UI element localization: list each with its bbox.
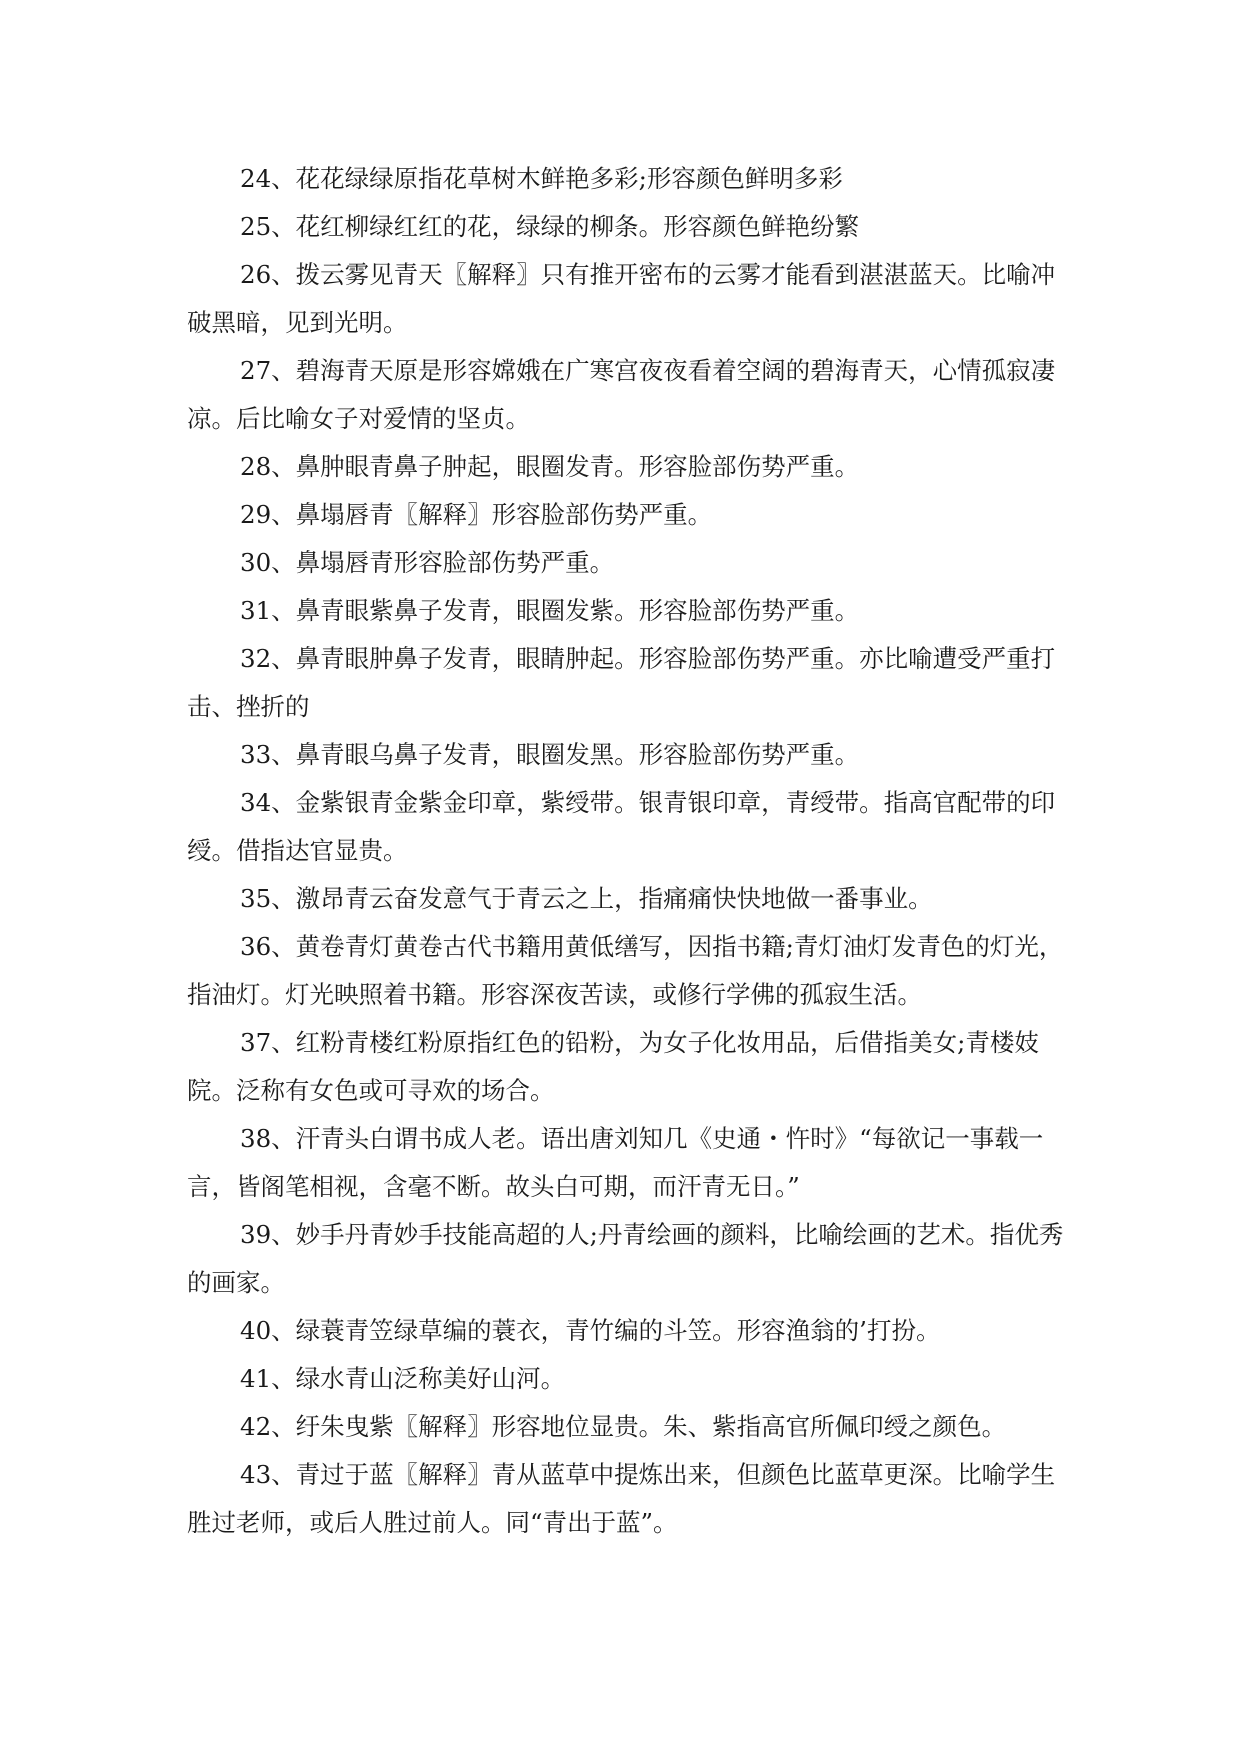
entry-43: 43、青过于蓝〖解释〗青从蓝草中提炼出来，但颜色比蓝草更深。比喻学生胜过老师，或后人胜过前人。同“青出于蓝”。 <box>187 1460 1056 1537</box>
entry-31: 31、鼻青眼紫鼻子发青，眼圈发紫。形容脸部伤势严重。 <box>240 596 860 625</box>
entry-38: 38、汗青头白谓书成人老。语出唐刘知几《史通・忤时》“每欲记一事载一言，皆阁笔相视，含毫不断。故头白可期，而汗青无日。” <box>187 1124 1044 1201</box>
entry-37: 37、红粉青楼红粉原指红色的铅粉，为女子化妆用品，后借指美女;青楼妓院。泛称有女色或可寻欢的场合。 <box>187 1028 1039 1105</box>
entry-30: 30、鼻塌唇青形容脸部伤势严重。 <box>240 548 615 577</box>
entry-34: 34、金紫银青金紫金印章，紫绶带。银青银印章，青绶带。指高官配带的印绶。借指达官显贵。 <box>187 788 1056 865</box>
entry-36: 36、黄卷青灯黄卷古代书籍用黄低缮写，因指书籍;青灯油灯发青色的灯光，指油灯。灯光映照着书籍。形容深夜苦读，或修行学佛的孤寂生活。 <box>187 932 1064 1009</box>
entry-39: 39、妙手丹青妙手技能高超的人;丹青绘画的颜料，比喻绘画的艺术。指优秀的画家。 <box>187 1220 1064 1297</box>
entry-27: 27、碧海青天原是形容嫦娥在广寒宫夜夜看着空阔的碧海青天，心情孤寂凄凉。后比喻女子对爱情的坚贞。 <box>187 356 1056 433</box>
document-body <box>187 155 1067 1547</box>
entry-33: 33、鼻青眼乌鼻子发青，眼圈发黑。形容脸部伤势严重。 <box>240 740 860 769</box>
entry-40: 40、绿蓑青笠绿草编的蓑衣，青竹编的斗笠。形容渔翁的’打扮。 <box>240 1316 941 1345</box>
entry-35: 35、激昂青云奋发意气于青云之上，指痛痛快快地做一番事业。 <box>240 884 933 913</box>
entry-29: 29、鼻塌唇青〖解释〗形容脸部伤势严重。 <box>240 500 713 529</box>
entry-42: 42、纡朱曳紫〖解释〗形容地位显贵。朱、紫指高官所佩印绶之颜色。 <box>240 1412 1007 1441</box>
entry-24: 24、花花绿绿原指花草树木鲜艳多彩;形容颜色鲜明多彩 <box>240 164 843 193</box>
entry-25: 25、花红柳绿红红的花，绿绿的柳条。形容颜色鲜艳纷繁 <box>240 212 860 241</box>
entry-26: 26、拨云雾见青天〖解释〗只有推开密布的云雾才能看到湛湛蓝天。比喻冲破黑暗，见到光明。 <box>187 260 1056 337</box>
entry-41: 41、绿水青山泛称美好山河。 <box>240 1364 566 1393</box>
entry-32: 32、鼻青眼肿鼻子发青，眼睛肿起。形容脸部伤势严重。亦比喻遭受严重打击、挫折的 <box>187 644 1056 721</box>
entry-28: 28、鼻肿眼青鼻子肿起，眼圈发青。形容脸部伤势严重。 <box>240 452 860 481</box>
